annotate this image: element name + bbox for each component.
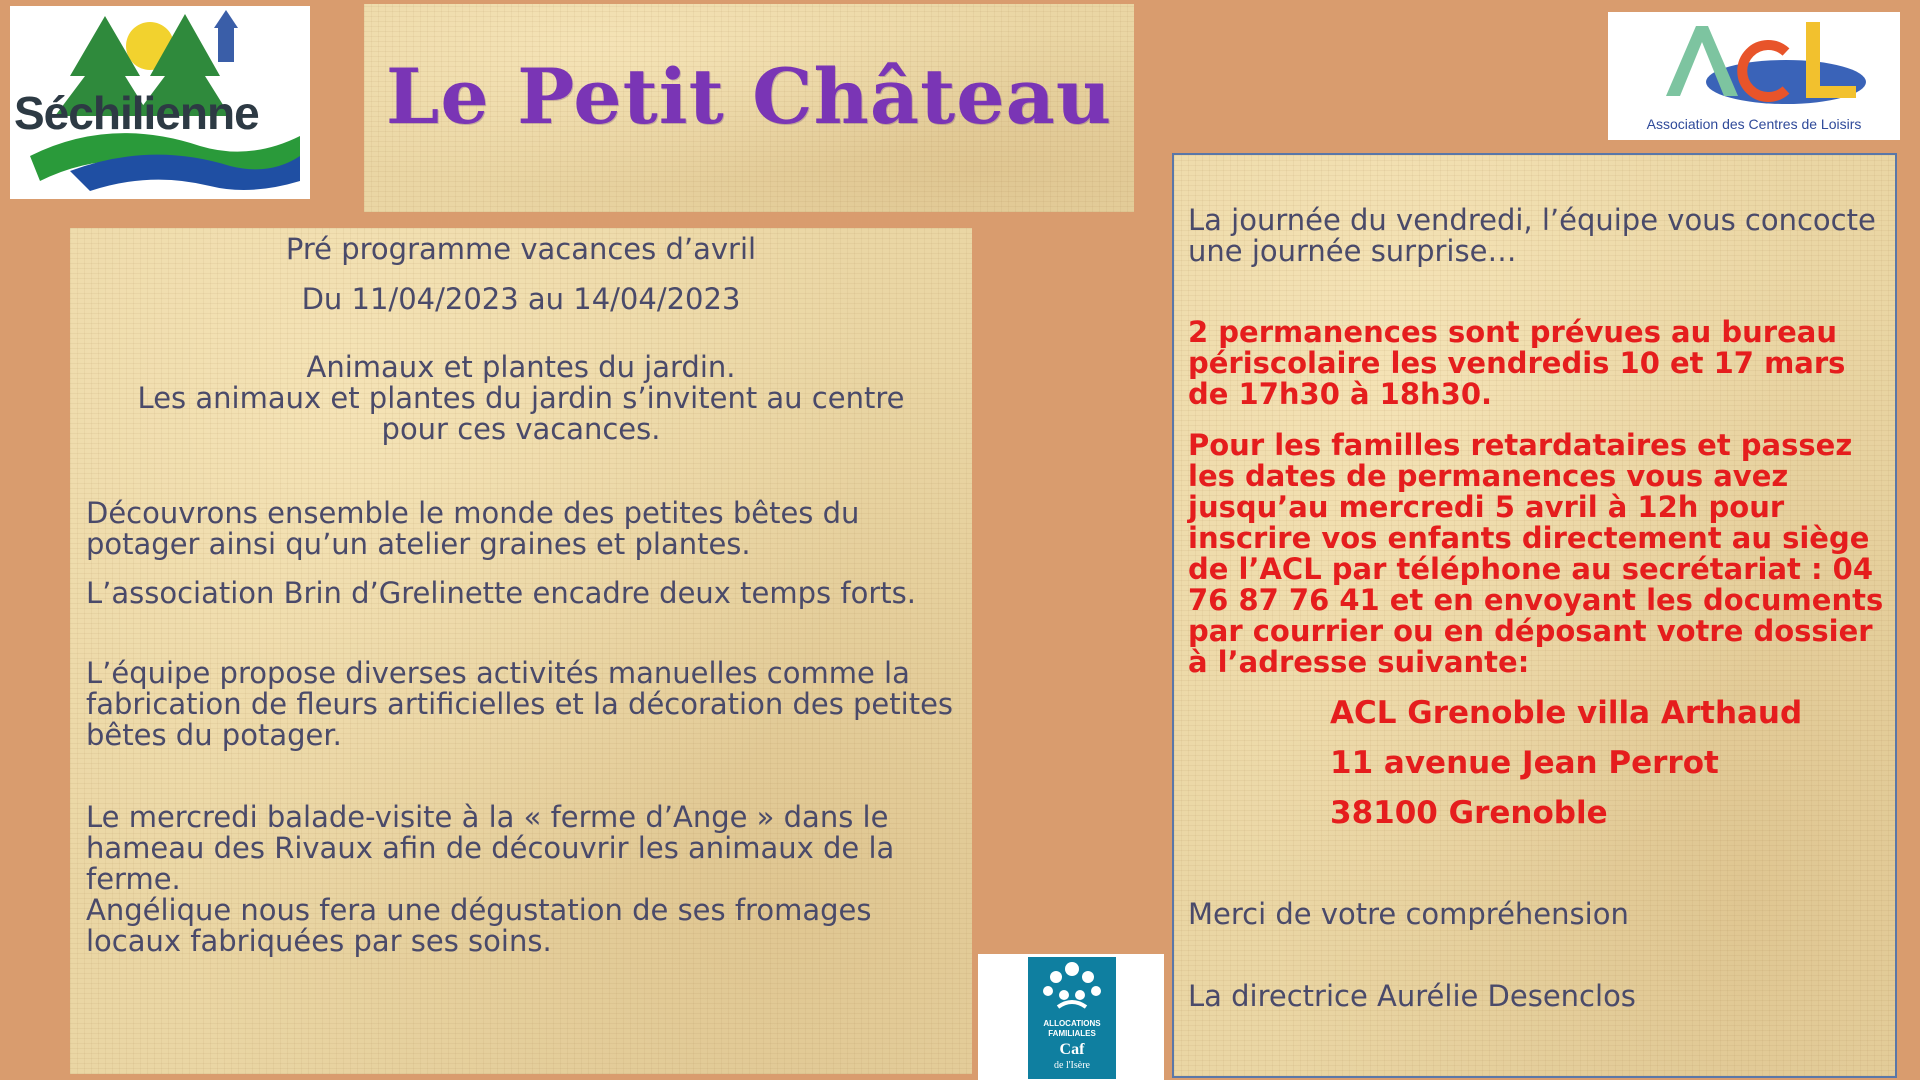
caf-line: ALLOCATIONS	[1043, 1019, 1101, 1028]
theme-line: pour ces vacances.	[381, 412, 661, 446]
caf-line: Caf	[1059, 1041, 1085, 1058]
permanences-text: 2 permanences sont prévues au bureau périscolaire les vendredis 10 et 17 mars de 17h30 à 18h30.	[1188, 315, 1846, 411]
program-panel	[70, 228, 972, 1074]
program-paragraph: L’équipe propose diverses activités manuelles comme la fabrication de fleurs artificielles et la décoration des petites bêtes du potager.	[86, 656, 954, 752]
program-paragraph: Découvrons ensemble le monde des petites bêtes du potager ainsi qu’un atelier graines et plantes.	[86, 496, 860, 561]
acl-logo	[1608, 12, 1900, 140]
acl-letters-icon	[1608, 12, 1900, 116]
caf-logo	[978, 954, 1164, 1080]
family-people-icon	[1028, 957, 1116, 1017]
friday-text: La journée du vendredi, l’équipe vous concocte une journée surprise…	[1188, 203, 1876, 268]
title-banner	[364, 4, 1134, 212]
program-dates: Du 11/04/2023 au 14/04/2023	[301, 282, 741, 316]
info-panel	[1172, 153, 1897, 1078]
program-paragraph: Le mercredi balade-visite à la « ferme d’Ange » dans le hameau des Rivaux afin de découvrir les animaux de la ferme.	[86, 800, 895, 896]
address-line: 38100 Grenoble	[1330, 795, 1608, 831]
late-families-text: Pour les familles retardataires et passez les dates de permanences vous avez jusqu’au mercredi 5 avril à 12h pour inscrire vos enfants directement au siège de l’ACL par téléphone au secrétariat : 04 76 87 76 41 et en envoyant les documents par courrier ou en déposant votre dossier à l’adresse suivante:	[1188, 428, 1884, 679]
sechilienne-logo	[10, 6, 310, 199]
theme-title: Animaux et plantes du jardin.	[306, 350, 736, 384]
program-paragraph: Angélique nous fera une dégustation de ses fromages locaux fabriquées par ses soins.	[86, 893, 872, 958]
caf-line: FAMILIALES	[1048, 1029, 1096, 1038]
acl-caption: Association des Centres de Loisirs	[1646, 116, 1862, 132]
program-heading: Pré programme vacances d’avril	[285, 232, 757, 266]
program-paragraph: L’association Brin d’Grelinette encadre deux temps forts.	[86, 576, 916, 610]
theme-line: Les animaux et plantes du jardin s’invitent au centre	[137, 381, 905, 415]
program-theme	[70, 352, 972, 445]
signature-text: La directrice Aurélie Desenclos	[1188, 979, 1636, 1013]
sechilienne-wordmark: Séchilienne	[14, 87, 259, 139]
address-line: ACL Grenoble villa Arthaud	[1330, 695, 1803, 731]
thanks-text: Merci de votre compréhension	[1188, 897, 1629, 931]
caf-badge	[1028, 957, 1116, 1079]
caf-line: de l'Isère	[1054, 1060, 1090, 1071]
page-title: Le Petit Château	[385, 52, 1113, 141]
address-line: 11 avenue Jean Perrot	[1330, 745, 1719, 781]
